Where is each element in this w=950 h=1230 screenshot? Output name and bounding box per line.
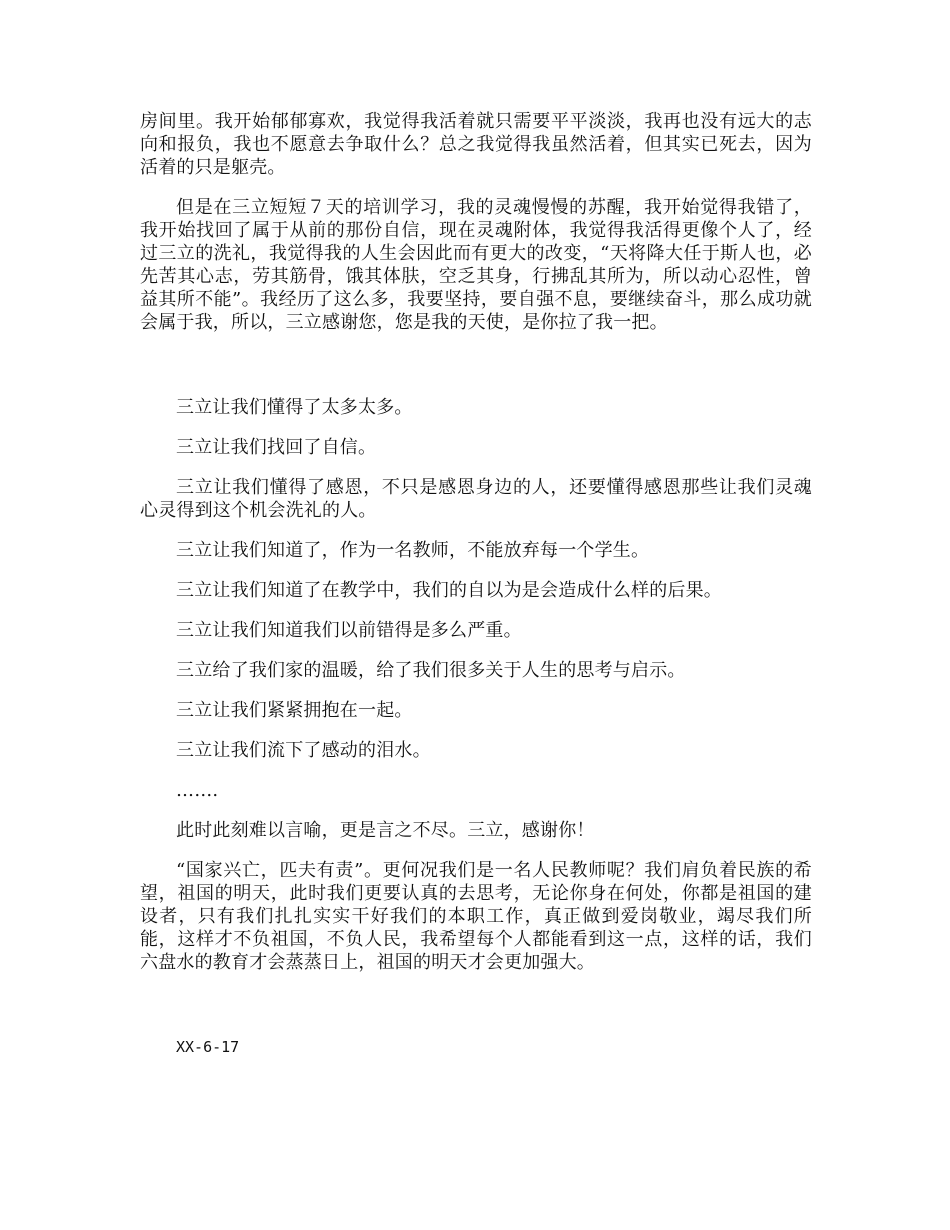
document-date: XX-6-17 (176, 1038, 240, 1056)
paragraph-list-item: 三立让我们懂得了感恩，不只是感恩身边的人，还要懂得感恩那些让我们灵魂心灵得到这个机会洗礼的人。 (140, 477, 812, 521)
paragraph-list-item: 三立让我们懂得了太多太多。 (176, 397, 413, 418)
paragraph-list-item: 三立让我们流下了感动的泪水。 (176, 740, 431, 761)
paragraph-list-item: 三立让我们紧紧拥抱在一起。 (176, 700, 413, 721)
paragraph-list-item: 三立给了我们家的温暖，给了我们很多关于人生的思考与启示。 (176, 660, 686, 681)
paragraph-opening: 房间里。我开始郁郁寡欢，我觉得我活着就只需要平平淡淡，我再也没有远大的志向和报负，我也不愿意去争取什么？总之我觉得我虽然活着，但其实已死去，因为活着的只是躯壳。 (140, 111, 812, 178)
paragraph-awakening: 但是在三立短短７天的培训学习，我的灵魂慢慢的苏醒，我开始觉得我错了，我开始找回了属于从前的那份自信，现在灵魂附体，我觉得我活得更像个人了，经过三立的洗礼，我觉得我的人生会因此而有更大的改变，“天将降大任于斯人也，必先苦其心志，劳其筋骨，饿其体肤，空乏其身，行拂乱其所为，所以动心忍性，曾益其所不能”。我经历了这么多，我要坚持，要自强不息，要继续奋斗，那么成功就会属于我，所以，三立感谢您，您是我的天使，是你拉了我一把。 (140, 197, 812, 333)
paragraph-thanks: 此时此刻难以言喻，更是言之不尽。三立，感谢你！ (176, 820, 595, 841)
paragraph-list-item: 三立让我们找回了自信。 (176, 437, 377, 458)
paragraph-list-item: 三立让我们知道了在教学中，我们的自以为是会造成什么样的后果。 (176, 580, 722, 601)
paragraph-list-item: 三立让我们知道了，作为一名教师，不能放弃每一个学生。 (176, 540, 650, 561)
paragraph-closing: “国家兴亡，匹夫有责”。更何况我们是一名人民教师呢？我们肩负着民族的希望，祖国的明天，此时我们更要认真的去思考，无论你身在何处，你都是祖国的建设者，只有我们扎扎实实干好我们的本职工作，真正做到爱岗敬业，竭尽我们所能，这样才不负祖国，不负人民，我希望每个人都能看到这一点，这样的话，我们六盘水的教育才会蒸蒸日上，祖国的明天才会更加强大。 (140, 860, 812, 973)
document-body (140, 110, 812, 1059)
paragraph-list-item: 三立让我们知道我们以前错得是多么严重。 (176, 620, 522, 641)
paragraph-ellipsis: ……. (176, 780, 219, 801)
